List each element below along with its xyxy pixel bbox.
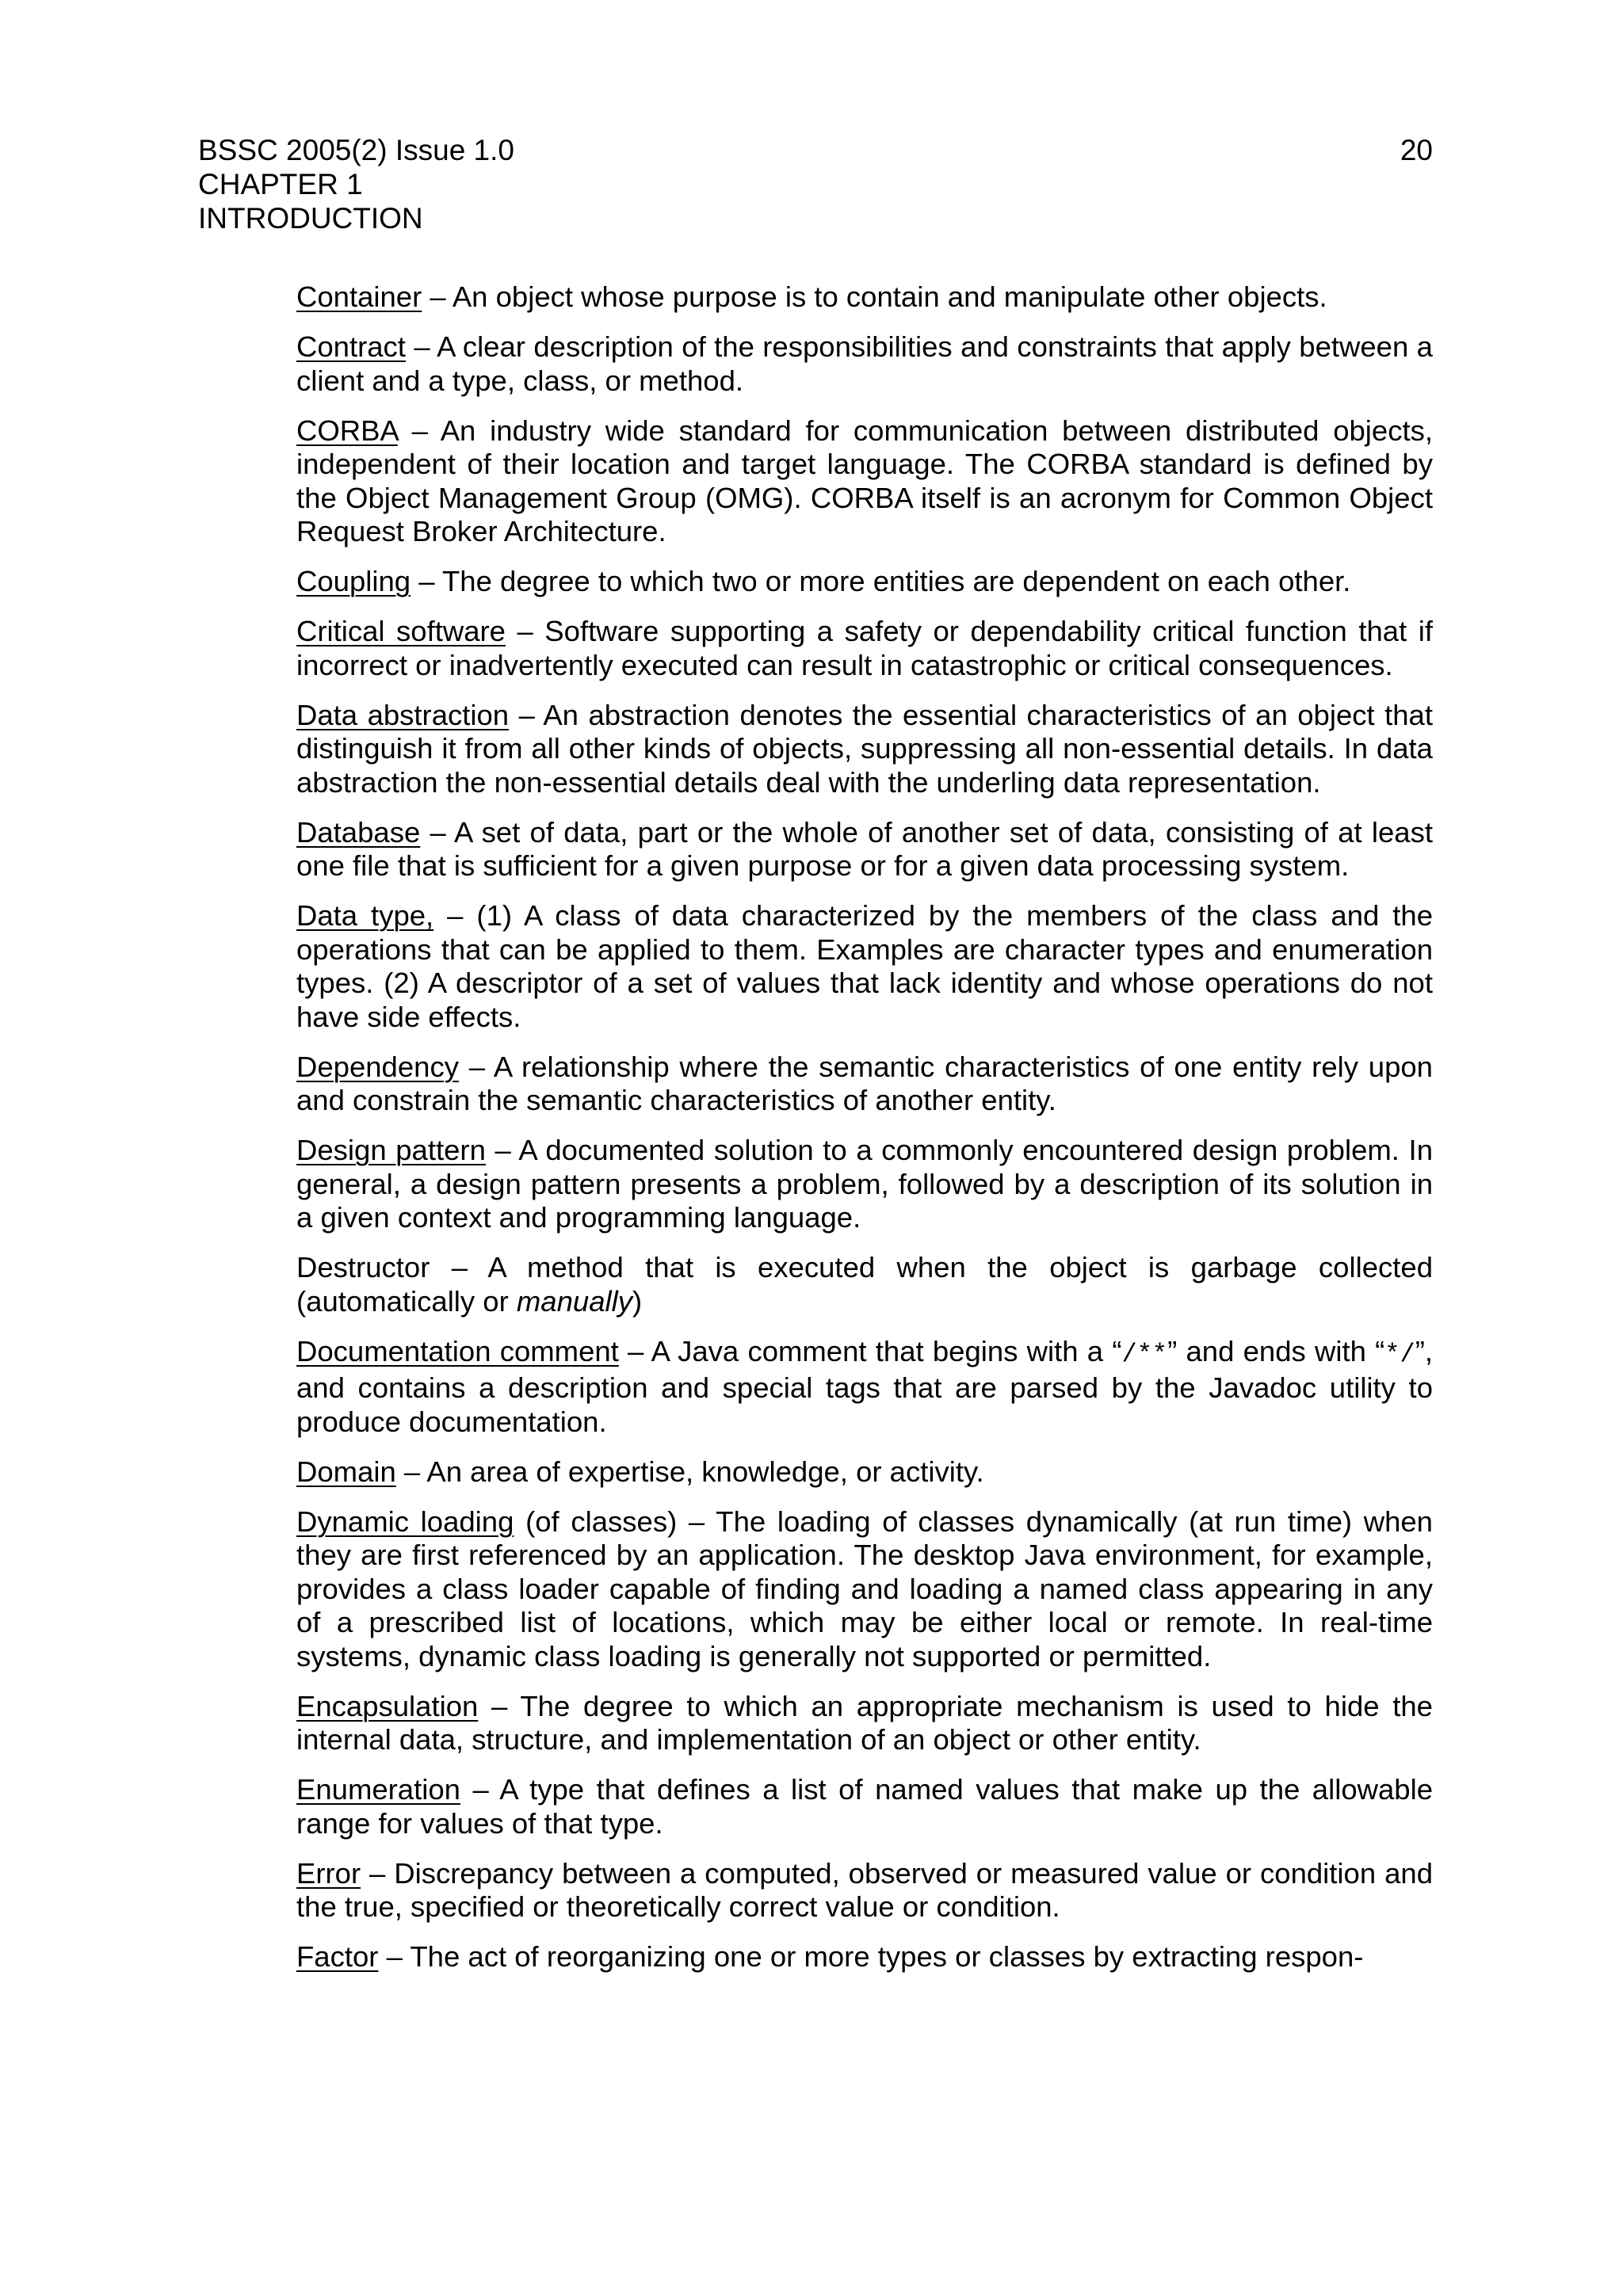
term: Data type,: [296, 899, 434, 932]
definition-design-pattern: [296, 1134, 1433, 1235]
term: Coupling: [296, 565, 411, 597]
definition-database: [296, 816, 1433, 883]
definition-text: – An abstraction denotes the essential characteristics of an object that distinguish it from all other kinds of objects, suppressing all non-essential details. In data abstraction the non-essential details deal with the underling data representation.: [296, 698, 1433, 799]
definition-text: – A Java comment that begins with a “: [618, 1334, 1122, 1367]
definition-text: – The degree to which two or more entities are dependent on each other.: [411, 565, 1351, 597]
term: Contract: [296, 330, 406, 363]
term: CORBA: [296, 414, 398, 447]
definition-text: – An industry wide standard for communication between distributed objects, independent of their location and target language. The CORBA standard is defined by the Object Management Group (OMG). CORBA itself is an acronym for Common Object Request Broker Architecture.: [296, 414, 1433, 547]
definition-enumeration: [296, 1773, 1433, 1840]
term: Error: [296, 1856, 361, 1890]
definition-text: – Discrepancy between a computed, observed or measured value or condition and the true, specified or theoretically correct value or condition.: [296, 1856, 1433, 1923]
italic-text: manually: [516, 1284, 632, 1318]
term: Enumeration: [296, 1773, 460, 1806]
definition-factor: [296, 1940, 1433, 1974]
definition-contract: [296, 330, 1433, 398]
term: Critical software: [296, 615, 506, 647]
definition-destructor: [296, 1251, 1433, 1318]
definition-text: – An area of expertise, knowledge, or activity.: [395, 1455, 984, 1488]
definition-critical-software: [296, 615, 1433, 682]
definition-text: ”, and contains a description and special tags that are parsed by the Javadoc utility to produce documentation.: [296, 1334, 1433, 1438]
page-number: 20: [1400, 134, 1433, 166]
definition-text: – An object whose purpose is to contain and manipulate other objects.: [422, 280, 1327, 313]
definition-text: – A type that defines a list of named values that make up the allowable range for values of that type.: [296, 1773, 1433, 1840]
term: Documentation comment: [296, 1334, 619, 1367]
term-plain: Destructor: [296, 1251, 430, 1283]
definition-dynamic-loading: [296, 1505, 1433, 1674]
definition-text: – A method that is executed when the object is garbage collected (automatically or: [296, 1251, 1433, 1318]
term: Dependency: [296, 1050, 459, 1083]
definition-encapsulation: [296, 1690, 1433, 1757]
term: Design pattern: [296, 1134, 486, 1166]
term: Database: [296, 815, 421, 849]
code-close-comment: */: [1384, 1339, 1415, 1369]
term: Data abstraction: [296, 698, 510, 731]
term: Factor: [296, 1940, 379, 1973]
definition-text: ” and ends with “: [1167, 1334, 1385, 1367]
definition-error: [296, 1857, 1433, 1924]
definition-text: (of classes) – The loading of classes dynamically (at run time) when they are first referenced by an application. The desktop Java environment, for example, provides a class loader capable of finding and loading a named class appearing in any of a prescribed list of locations, which may be either local or remote. In real-time systems, dynamic class loading is generally not supported or permitted.: [296, 1505, 1433, 1672]
definition-text: – A set of data, part or the whole of another set of data, consisting of at least one file that is sufficient for a given purpose or for a given data processing system.: [296, 815, 1433, 882]
definition-domain: [296, 1455, 1433, 1489]
term: Encapsulation: [296, 1689, 479, 1722]
definition-text: – Software supporting a safety or dependability critical function that if incorrect or inadvertently executed can result in catastrophic or critical consequences.: [296, 615, 1433, 681]
definition-text: – The act of reorganizing one or more types or classes by extracting respon-: [378, 1940, 1364, 1973]
definition-dependency: [296, 1051, 1433, 1118]
definition-text: – A documented solution to a commonly encountered design problem. In general, a design pattern presents a problem, followed by a description of its solution in a given context and programming language.: [296, 1134, 1433, 1234]
chapter-number: CHAPTER 1: [198, 168, 363, 200]
chapter-title: INTRODUCTION: [198, 202, 423, 235]
definition-text: – A clear description of the responsibilities and constraints that apply between a client and a type, class, or method.: [296, 330, 1433, 397]
glossary-definitions: [296, 280, 1433, 1990]
definition-data-abstraction: [296, 699, 1433, 800]
term: Dynamic loading: [296, 1505, 514, 1538]
term: Domain: [296, 1455, 396, 1488]
definition-text: – (1) A class of data characterized by the members of the class and the operations that can be applied to them. Examples are character types and enumeration types. (2) A descriptor of a set of values that lack identity and whose operations do not have side effects.: [296, 899, 1434, 1033]
page-header: [198, 133, 1433, 235]
definition-coupling: [296, 565, 1433, 599]
doc-id: BSSC 2005(2) Issue 1.0: [198, 134, 514, 166]
definition-text-end: ): [632, 1284, 643, 1318]
definition-container: [296, 280, 1433, 315]
definition-data-type: [296, 899, 1433, 1034]
code-open-comment: /**: [1121, 1339, 1168, 1369]
definition-corba: [296, 414, 1433, 549]
definition-text: – A relationship where the semantic characteristics of one entity rely upon and constrain the semantic characteristics of another entity.: [296, 1050, 1433, 1116]
term: Container: [296, 280, 422, 313]
definition-text: – The degree to which an appropriate mechanism is used to hide the internal data, structure, and implementation of an object or other entity.: [296, 1689, 1433, 1756]
definition-documentation-comment: [296, 1335, 1433, 1440]
